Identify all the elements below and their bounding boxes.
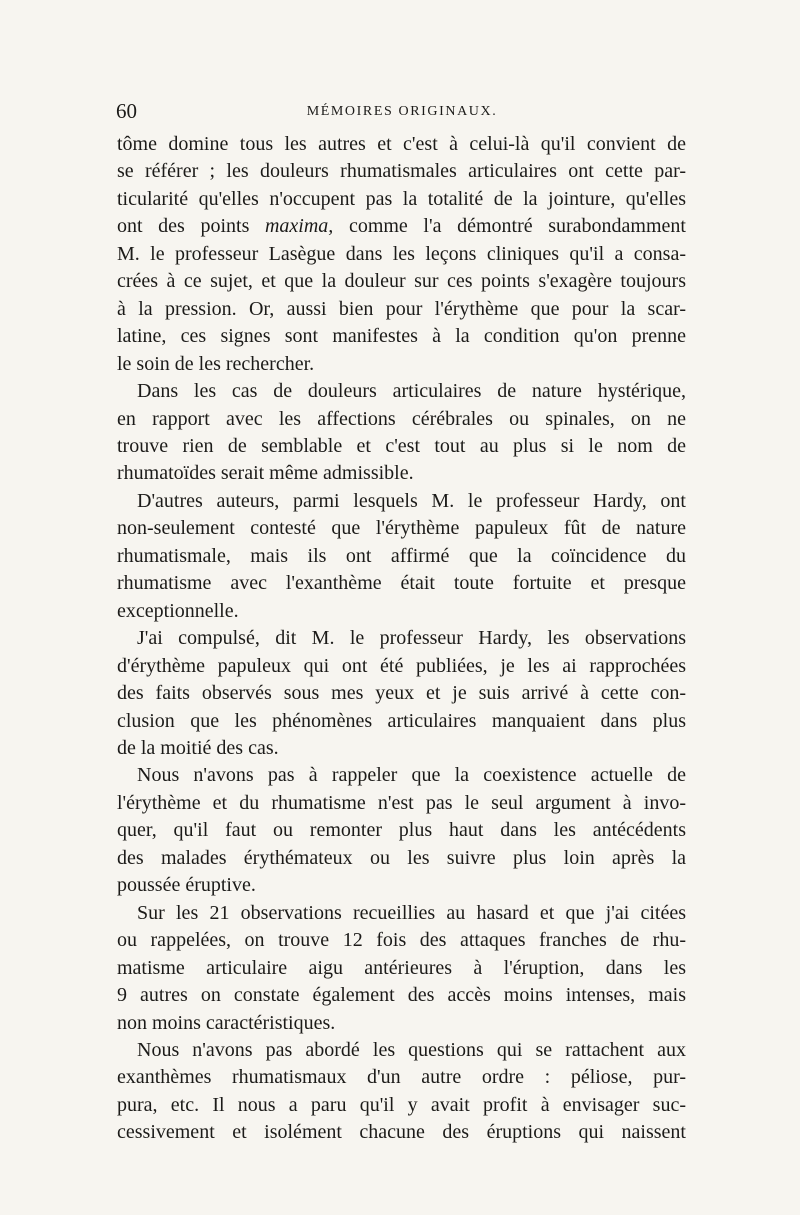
italic-term: maxima, [264,215,334,238]
body-text [117,131,686,1147]
text-line: trouve rien de semblable et c'est tout au plus si le nom de [117,434,686,457]
text-line: le soin de les rechercher. [117,352,315,375]
text-line: latine, ces signes sont manifestes à la condition qu'on prenne [117,325,686,348]
text-line: Nous n'avons pas à rappeler que la coexistence actuelle de [137,764,686,787]
text-segment: comme l'a démontré surabondamment [348,215,686,238]
page-number: 60 [116,99,137,123]
text-line: matisme articulaire aigu antérieures à l'éruption, dans les [117,956,686,979]
text-line: cessivement et isolément chacune des éruptions qui naissent [117,1121,686,1144]
text-line: clusion que les phénomènes articulaires manquaient dans plus [117,709,686,732]
text-line: exceptionnelle. [117,599,239,622]
text-line: ou rappelées, on trouve 12 fois des attaques franches de rhu- [117,929,686,952]
text-line: des faits observés sous mes yeux et je suis arrivé à cette con- [117,682,686,705]
text-line: Sur les 21 observations recueillies au hasard et que j'ai citées [137,901,686,924]
text-line: des malades érythémateux ou les suivre plus loin après la [117,846,686,869]
text-line: exanthèmes rhumatismaux d'un autre ordre : péliose, pur- [117,1066,686,1089]
text-line: se référer ; les douleurs rhumatismales articulaires ont cette par- [117,160,686,183]
text-line: M. le professeur Lasègue dans les leçons cliniques qu'il a consa- [117,242,686,265]
text-line: quer, qu'il faut ou remonter plus haut dans les antécédents [117,819,686,842]
text-line [117,213,686,240]
text-segment: ont des points [117,215,250,238]
text-line: non moins caractéristiques. [117,1011,336,1034]
text-line: non-seulement contesté que l'érythème papuleux fût de nature [117,517,686,540]
text-line: rhumatismale, mais ils ont affirmé que la coïncidence du [117,544,686,567]
text-line: pura, etc. Il nous a paru qu'il y avait profit à envisager suc- [117,1093,686,1116]
text-line: rhumatoïdes serait même admissible. [117,462,414,485]
text-line: à la pression. Or, aussi bien pour l'érythème que pour la scar- [117,297,686,320]
text-line: J'ai compulsé, dit M. le professeur Hardy, les observations [137,627,686,650]
text-line: de la moitié des cas. [117,736,279,759]
text-line: l'érythème et du rhumatisme n'est pas le seul argument à invo- [117,791,686,814]
text-line: en rapport avec les affections cérébrales ou spinales, on ne [117,407,686,430]
text-line: 9 autres on constate également des accès moins intenses, mais [117,984,686,1007]
text-line: tôme domine tous les autres et c'est à celui-là qu'il convient de [117,133,686,155]
running-title: MÉMOIRES ORIGINAUX. [306,104,498,119]
text-line: poussée éruptive. [117,874,256,897]
text-line: Nous n'avons pas abordé les questions qui se rattachent aux [137,1038,686,1061]
text-line: rhumatisme avec l'exanthème était toute fortuite et presque [117,572,686,595]
page-header [116,98,688,124]
text-line: D'autres auteurs, parmi lesquels M. le professeur Hardy, ont [137,489,686,512]
text-line: crées à ce sujet, et que la douleur sur ces points s'exagère toujours [117,270,686,293]
text-line: Dans les cas de douleurs articulaires de nature hystérique, [137,380,686,403]
text-line: d'érythème papuleux qui ont été publiées, je les ai rapprochées [117,654,686,677]
text-line: ticularité qu'elles n'occupent pas la totalité de la jointure, qu'elles [117,187,686,210]
